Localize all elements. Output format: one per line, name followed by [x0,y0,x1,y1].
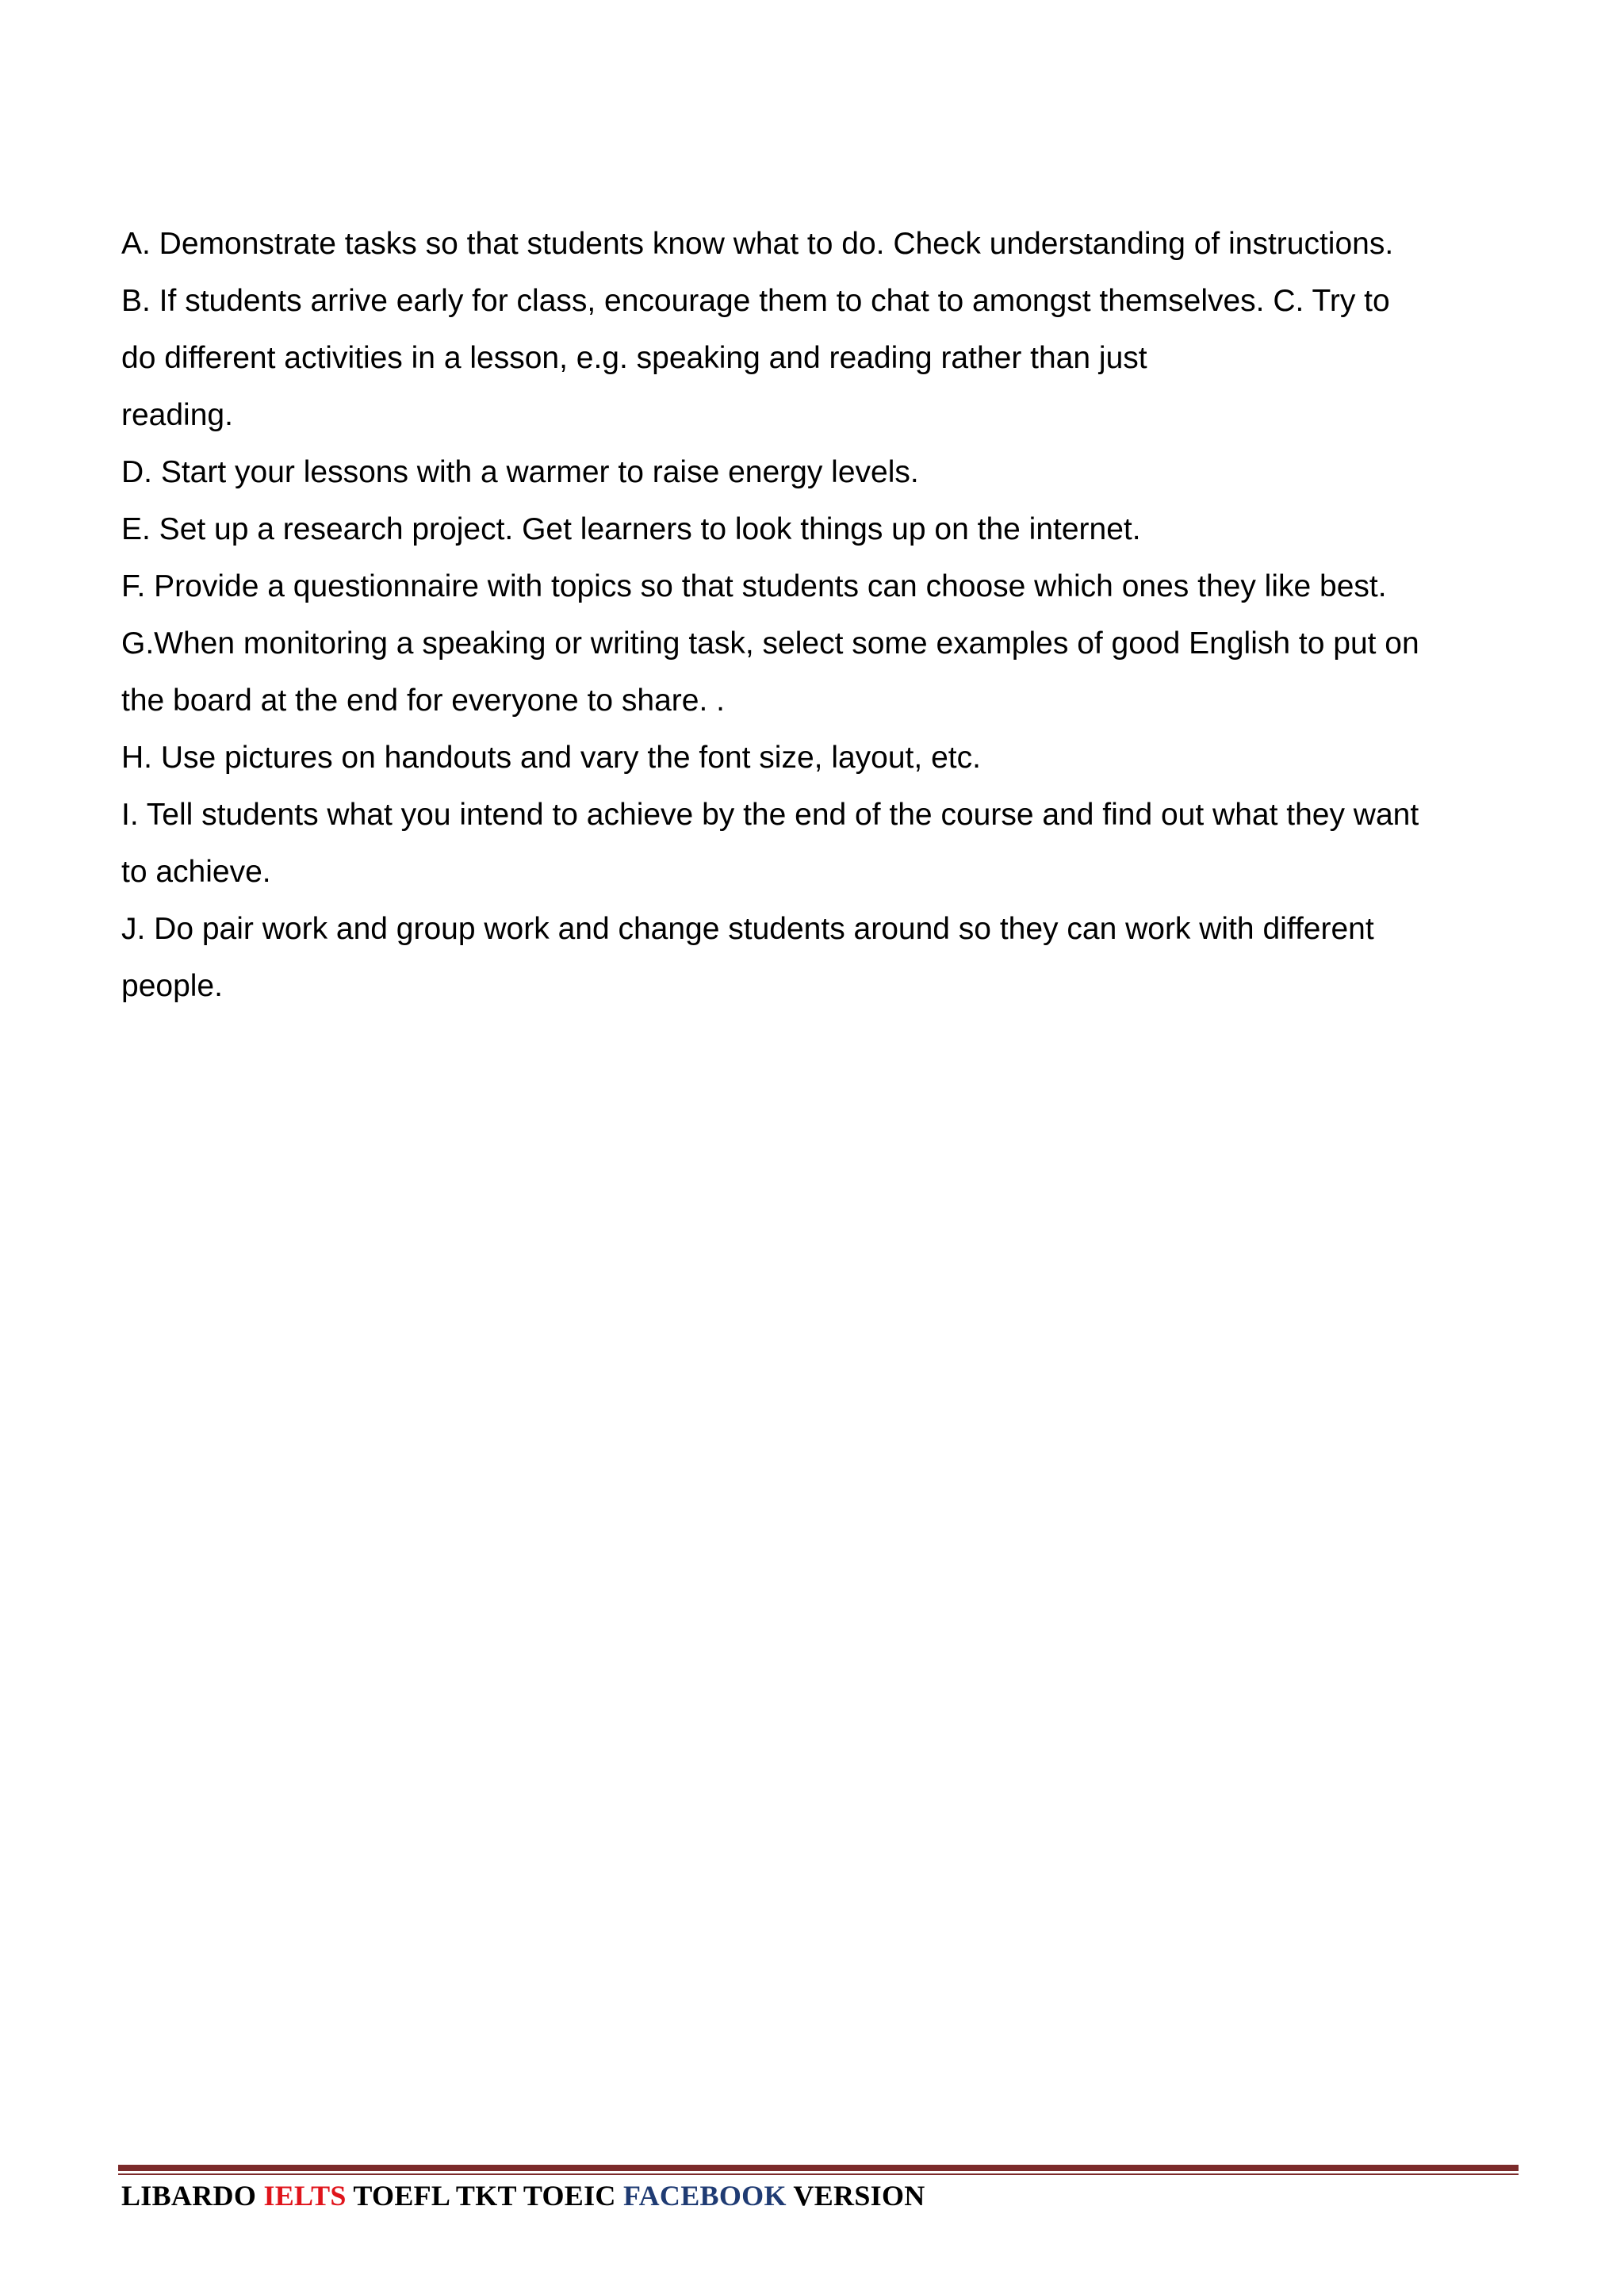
line-j-2: people. [121,969,223,1003]
line-i-2: to achieve. [121,855,271,889]
footer-facebook: FACEBOOK [623,2180,787,2212]
footer-divider [118,2165,1519,2175]
line-h-1: H. Use pictures on handouts and vary the font size, layout, etc. [121,741,981,775]
footer-libardo: LIBARDO [121,2180,264,2212]
line-c-2: reading. [121,398,233,432]
line-i-1: I. Tell students what you intend to achieve by the end of the course and find out what they want [121,798,1419,832]
footer-text [121,2179,925,2212]
line-c-1: do different activities in a lesson, e.g. speaking and reading rather than just [121,341,1147,375]
footer-ielts: IELTS [263,2180,347,2212]
footer-exams: TOEFL TKT TOEIC [346,2180,624,2212]
document-body [121,216,1517,1015]
line-e-1: E. Set up a research project. Get learners to look things up on the internet. [121,512,1141,546]
footer-divider-thin [118,2173,1519,2175]
line-g-1: G.When monitoring a speaking or writing task, select some examples of good English to put on [121,626,1419,661]
line-d-1: D. Start your lessons with a warmer to raise energy levels. [121,455,919,489]
footer-version: VERSION [786,2180,925,2212]
line-j-1: J. Do pair work and group work and change students around so they can work with different [121,912,1374,946]
footer-divider-thick [118,2165,1519,2171]
line-b-1: B. If students arrive early for class, encourage them to chat to amongst themselves. C. Try to [121,284,1390,318]
line-f-1: F. Provide a questionnaire with topics so that students can choose which ones they like best. [121,569,1387,603]
line-g-2: the board at the end for everyone to share. . [121,684,725,718]
line-a-1: A. Demonstrate tasks so that students know what to do. Check understanding of instructions. [121,227,1394,261]
